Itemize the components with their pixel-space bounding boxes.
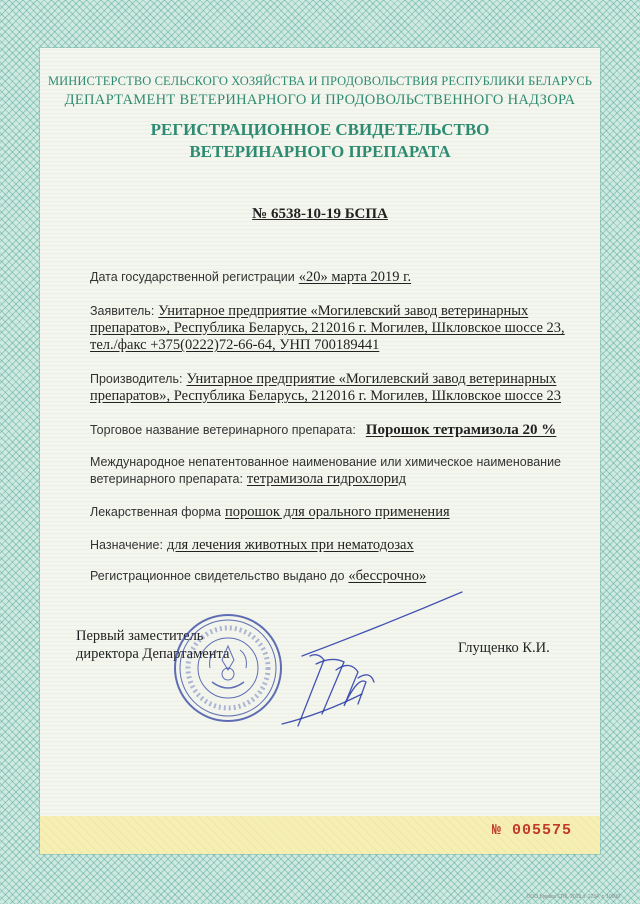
manufacturer-line1: Унитарное предприятие «Могилевский завод ветеринарных xyxy=(186,371,557,387)
validity-label: Регистрационное свидетельство выдано до xyxy=(90,569,345,583)
form-row xyxy=(90,503,450,521)
certificate-title-line2: ВЕТЕРИНАРНОГО ПРЕПАРАТА xyxy=(189,142,451,161)
applicant-line1: Унитарное предприятие «Могилевский завод ветеринарных xyxy=(158,303,529,319)
printer-note: ООО Бумага СПб, 2019 з. 1234, т. 10000 xyxy=(526,894,620,900)
reg-date-value: «20» марта 2019 г. xyxy=(298,269,412,285)
trade-name-label: Торговое название ветеринарного препарата: xyxy=(90,423,356,437)
inn-label-line2: ветеринарного препарата: xyxy=(90,472,243,486)
reg-date-row xyxy=(90,268,411,286)
purpose-label: Назначение: xyxy=(90,538,163,552)
manufacturer-label: Производитель: xyxy=(90,372,183,386)
manufacturer-row xyxy=(90,370,556,388)
purpose-row xyxy=(90,536,414,554)
signer-position-line2: директора Департамента xyxy=(76,646,230,662)
trade-name-value: Порошок тетрамизола 20 % xyxy=(365,422,557,438)
validity-row xyxy=(90,567,426,585)
applicant-label: Заявитель: xyxy=(90,304,155,318)
manufacturer-line2: препаратов», Республика Беларусь, 212016 г. Могилев, Шкловское шоссе 23 xyxy=(90,388,562,404)
certificate-title-line1: РЕГИСТРАЦИОННОЕ СВИДЕТЕЛЬСТВО xyxy=(150,120,490,139)
handwritten-signature-icon xyxy=(262,586,482,736)
applicant-row xyxy=(90,302,528,320)
registration-number: № 6538-10-19 БСПА xyxy=(252,206,388,222)
purpose-value: для лечения животных при нематодозах xyxy=(166,537,414,553)
form-label: Лекарственная форма xyxy=(90,505,221,519)
inn-row xyxy=(90,470,406,488)
inn-value: тетрамизола гидрохлорид xyxy=(246,471,407,487)
signer-position-line1: Первый заместитель xyxy=(76,628,204,644)
inn-label-line1: Международное непатентованное наименование или химическое наименование xyxy=(90,455,562,469)
validity-value: «бессрочно» xyxy=(348,568,427,584)
applicant-line2: препаратов», Республика Беларусь, 212016 г. Могилев, Шкловское шоссе 23, xyxy=(90,320,565,336)
ministry-heading: МИНИСТЕРСТВО СЕЛЬСКОГО ХОЗЯЙСТВА И ПРОДОВОЛЬСТВИЯ РЕСПУБЛИКИ БЕЛАРУСЬ xyxy=(47,74,593,88)
signer-name: Глущенко К.И. xyxy=(458,640,550,656)
form-value: порошок для орального применения xyxy=(224,504,450,520)
reg-date-label: Дата государственной регистрации xyxy=(90,270,295,284)
department-heading: ДЕПАРТАМЕНТ ВЕТЕРИНАРНОГО И ПРОДОВОЛЬСТВЕННОГО НАДЗОРА xyxy=(64,92,576,108)
applicant-line3: тел./факс +375(0222)72-66-64, УНП 700189441 xyxy=(90,337,380,353)
trade-name-row xyxy=(90,421,556,439)
serial-number: № 005575 xyxy=(491,822,572,839)
